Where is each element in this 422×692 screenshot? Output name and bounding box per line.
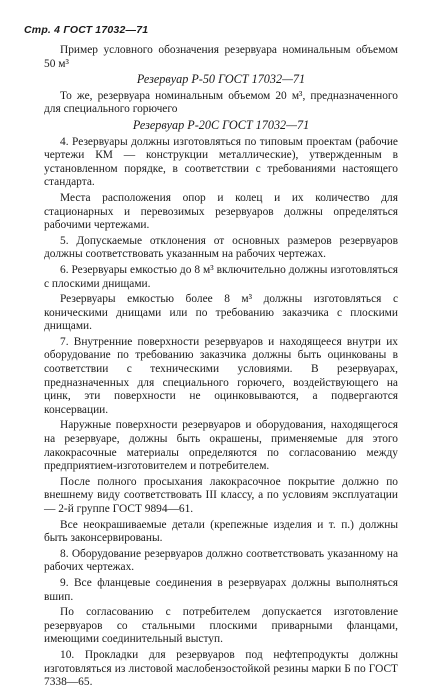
designation-example-2: Резервуар Р-20С ГОСТ 17032—71 bbox=[132, 117, 310, 132]
clause-7-coating: После полного просыхания лакокрасочное покрытие должно по внешнему виду соответствовать III классу, а по условиям эксплуатации — 2-й группе ГОСТ 9894—61. bbox=[44, 475, 398, 515]
clause-6-conical: Резервуары емкостью более 8 м³ должны изготовляться с коническими днищами или по требованию заказчика с плоскими днищами. bbox=[44, 293, 398, 333]
clause-6: 6. Резервуары емкостью до 8 м³ включительно должны изготовляться с плоскими днищами. bbox=[44, 263, 398, 290]
clause-10: 10. Прокладки для резервуаров под нефтепродукты должны изготовляться из листовой маслобензостойкой резины марки Б по ГОСТ 7338—65. bbox=[44, 648, 398, 689]
body-text bbox=[44, 44, 398, 692]
clause-9-flanges: По согласованию с потребителем допускается изготовление резервуаров со стальными плоскими приварными фланцами, имеющими соединительный выступ. bbox=[44, 606, 398, 646]
paragraph-same: То же, резервуара номинальным объемом 20 м³, предназначенного для специального горючего bbox=[44, 89, 398, 116]
paragraph-example: Пример условного обозначения резервуара номинальным объемом 50 м³ bbox=[44, 44, 398, 70]
page-header: Стр. 4 ГОСТ 17032—71 bbox=[24, 24, 149, 36]
clause-4-supports: Места расположения опор и колец и их количество для стационарных и перевозимых резервуаров должны определяться рабочими чертежами. bbox=[44, 191, 398, 232]
clause-7-exterior: Наружные поверхности резервуаров и оборудования, находящегося на резервуаре, должны быть окрашены, применяемые для этого лакокрасочные материалы определяются по согласованию между предприятием-изготовителем и потребителем. bbox=[44, 419, 398, 473]
designation-example-1: Резервуар Р-50 ГОСТ 17032—71 bbox=[136, 72, 306, 87]
clause-7: 7. Внутренние поверхности резервуаров и находящееся внутри их оборудование по требованию заказчика должны быть оцинкованы в соответствии с техническими условиями. В резервуарах, предназначенных для специального горючего, воздействующего на цинк, эти поверхности не оцинковываются, а подвергаются консервации. bbox=[44, 335, 398, 416]
clause-7-unpainted: Все неокрашиваемые детали (крепежные изделия и т. п.) должны быть законсервированы. bbox=[44, 518, 398, 545]
clause-4: 4. Резервуары должны изготовляться по типовым проектам (рабочие чертежи КМ — конструкции металлические), утвержденным в установленном порядке, в соответствии с требованиями настоящего стандарта. bbox=[44, 135, 398, 189]
clause-9: 9. Все фланцевые соединения в резервуарах должны выполняться вшип. bbox=[44, 576, 398, 603]
clause-5: 5. Допускаемые отклонения от основных размеров резервуаров должны соответствовать указанным на рабочих чертежах. bbox=[44, 234, 398, 261]
clause-8: 8. Оборудование резервуаров должно соответствовать указанному на рабочих чертежах. bbox=[44, 547, 398, 574]
